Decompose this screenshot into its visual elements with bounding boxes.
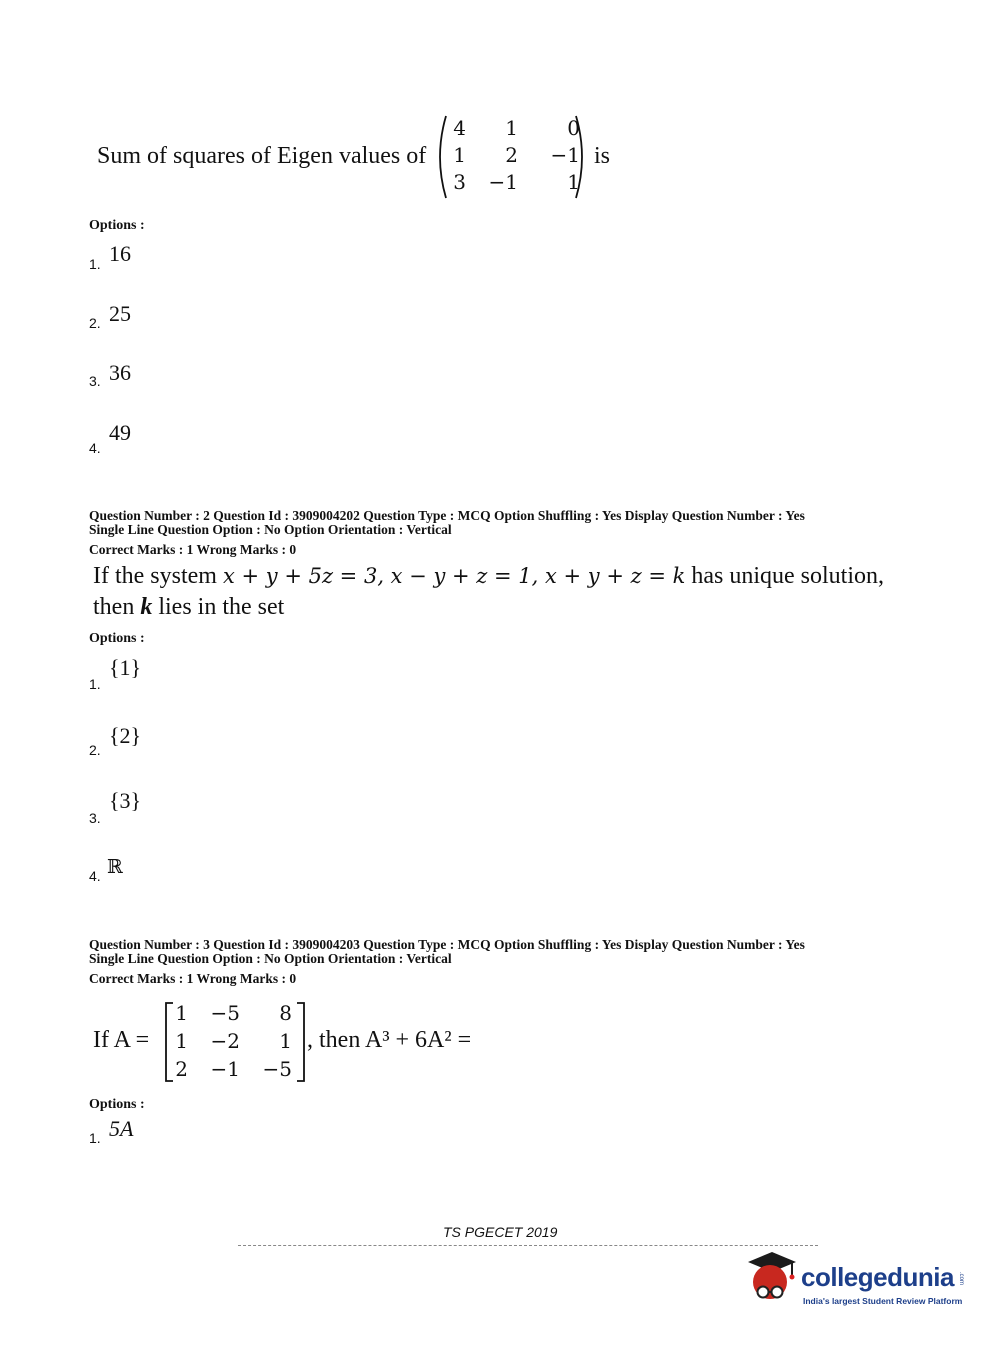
- q2-option-3[interactable]: {3}: [109, 788, 142, 813]
- collegedunia-logo-com: .com: [958, 1272, 964, 1286]
- q2-meta-line-1: Question Number : 2 Question Id : 3909004202 Question Type : MCQ Option Shuffling : Yes Display Question Number : Yes: [89, 508, 805, 523]
- q2-meta-line-2: Single Line Question Option : No Option Orientation : Vertical: [89, 522, 452, 537]
- q3-matrix-cell: −5: [262, 1057, 292, 1081]
- q2-text-b: has unique solution,: [691, 563, 884, 589]
- q1-matrix-cell: 1: [505, 116, 518, 140]
- q3-matrix-cell: 1: [279, 1029, 292, 1053]
- q1-matrix-cell: 3: [453, 170, 466, 194]
- q1-matrix-cell: −1: [488, 170, 518, 194]
- q1-matrix-cell: 4: [453, 116, 466, 140]
- q2-option-4-number: 4.: [89, 868, 101, 884]
- collegedunia-logo-icon: [740, 1248, 800, 1308]
- q3-matrix-cell: −5: [210, 1001, 240, 1025]
- q3-question-tail: , then A³ + 6A² =: [307, 1027, 472, 1053]
- q2-option-3-number: 3.: [89, 810, 101, 826]
- q1-matrix: [444, 116, 580, 194]
- q2-option-4[interactable]: ℝ: [107, 856, 123, 878]
- q2-marks: Correct Marks : 1 Wrong Marks : 0: [89, 542, 297, 557]
- q3-matrix-cell: 1: [175, 1029, 188, 1053]
- q1-matrix-cell: 0: [567, 116, 580, 140]
- q1-matrix-cell: 1: [453, 143, 466, 167]
- q1-question-text: Sum of squares of Eigen values of: [97, 143, 427, 169]
- collegedunia-logo-text: collegedunia: [801, 1262, 954, 1292]
- q1-option-4-number: 4.: [89, 440, 101, 456]
- q1-option-1[interactable]: 16: [109, 241, 131, 266]
- q1-option-3-number: 3.: [89, 373, 101, 389]
- q1-option-3[interactable]: 36: [109, 360, 131, 385]
- q3-option-1-number: 1.: [89, 1130, 101, 1146]
- q1-matrix-cell: 2: [505, 143, 518, 167]
- q1-option-2[interactable]: 25: [109, 301, 131, 326]
- q2-option-1-number: 1.: [89, 676, 101, 692]
- q2-equations: x + y + 5z = 3, x − y + z = 1, x + y + z = k: [222, 564, 686, 588]
- q1-right-paren: [574, 114, 590, 200]
- q2-variable-k: k: [140, 594, 153, 620]
- q3-meta-line-2: Single Line Question Option : No Option Orientation : Vertical: [89, 951, 452, 966]
- footer-exam-name: TS PGECET 2019: [443, 1224, 558, 1240]
- q3-matrix: [168, 1001, 292, 1081]
- q3-marks: Correct Marks : 1 Wrong Marks : 0: [89, 971, 297, 986]
- q3-options-label: Options :: [89, 1097, 145, 1112]
- q1-matrix-cell: −1: [550, 143, 580, 167]
- q3-matrix-cell: 1: [175, 1001, 188, 1025]
- q2-option-1[interactable]: {1}: [109, 655, 142, 680]
- collegedunia-tagline: India's largest Student Review Platform: [803, 1296, 963, 1306]
- q2-text-a: If the system: [93, 563, 217, 589]
- q2-question-line-2: [93, 594, 284, 621]
- q3-matrix-cell: 8: [279, 1001, 292, 1025]
- q2-question-line-1: [93, 563, 884, 590]
- q2-option-2[interactable]: {2}: [109, 723, 142, 748]
- q3-matrix-cell: 2: [175, 1057, 188, 1081]
- q3-matrix-cell: −1: [210, 1057, 240, 1081]
- q1-matrix-cell: 1: [567, 170, 580, 194]
- q3-meta-line-1: Question Number : 3 Question Id : 3909004203 Question Type : MCQ Option Shuffling : Yes Display Question Number : Yes: [89, 937, 805, 952]
- footer-divider: [238, 1245, 818, 1246]
- q2-line2-b: lies in the set: [158, 594, 285, 620]
- q1-option-4[interactable]: 49: [109, 420, 131, 445]
- q1-option-1-number: 1.: [89, 256, 101, 272]
- q1-options-label: Options :: [89, 218, 145, 233]
- q2-options-label: Options :: [89, 631, 145, 646]
- q2-line2-a: then: [93, 594, 135, 620]
- q3-matrix-cell: −2: [210, 1029, 240, 1053]
- q1-question-tail: is: [594, 143, 611, 169]
- q1-option-2-number: 2.: [89, 315, 101, 331]
- q2-option-2-number: 2.: [89, 742, 101, 758]
- q3-option-1[interactable]: 5A: [109, 1116, 134, 1141]
- q3-right-bracket: [296, 1002, 306, 1082]
- q3-question-text: If A =: [93, 1027, 150, 1053]
